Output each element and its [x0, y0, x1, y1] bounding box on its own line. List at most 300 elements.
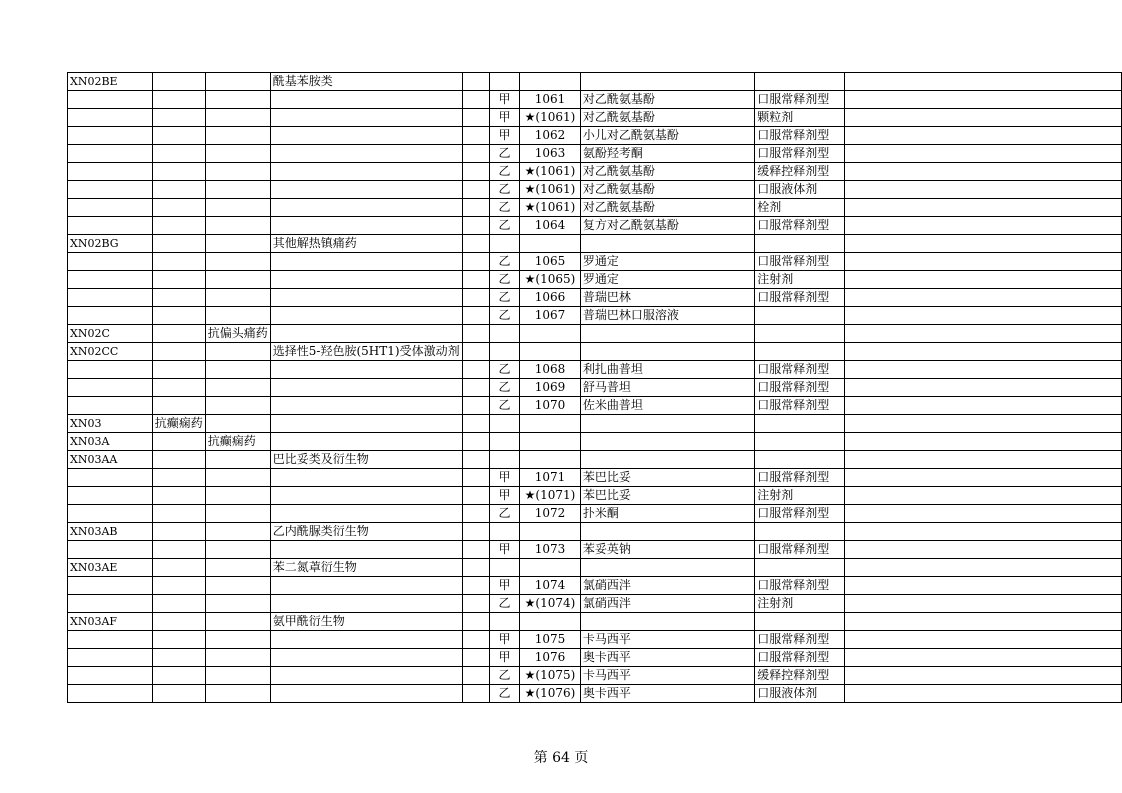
level3-cell: 苯二氮䓬衍生物 — [270, 559, 462, 577]
dosage-form-cell: 注射剂 — [755, 595, 844, 613]
level3-cell: 酰基苯胺类 — [270, 73, 462, 91]
blank-cell — [462, 613, 489, 631]
level2-cell — [205, 73, 270, 91]
level1-cell — [152, 541, 205, 559]
level3-cell — [270, 595, 462, 613]
drug-name-cell — [580, 451, 754, 469]
drug-name-cell: 苯巴比妥 — [580, 487, 754, 505]
level1-cell — [152, 613, 205, 631]
table-row — [68, 577, 1122, 595]
drug-name-cell — [580, 235, 754, 253]
level1-cell — [152, 559, 205, 577]
level3-cell — [270, 325, 462, 343]
dosage-form-cell: 缓释控释剂型 — [755, 163, 844, 181]
dosage-form-cell — [755, 325, 844, 343]
dosage-form-cell: 口服常释剂型 — [755, 631, 844, 649]
blank-cell — [462, 631, 489, 649]
level3-cell — [270, 487, 462, 505]
level2-cell — [205, 451, 270, 469]
level2-cell — [205, 271, 270, 289]
number-cell: ★(1075) — [520, 667, 581, 685]
grade-cell — [489, 73, 519, 91]
level3-cell — [270, 541, 462, 559]
grade-cell — [489, 613, 519, 631]
level3-cell — [270, 397, 462, 415]
remark-cell — [844, 235, 1121, 253]
grade-cell — [489, 415, 519, 433]
table-row — [68, 163, 1122, 181]
grade-cell — [489, 451, 519, 469]
level1-cell — [152, 577, 205, 595]
number-cell: 1073 — [520, 541, 581, 559]
table-row — [68, 649, 1122, 667]
blank-cell — [462, 91, 489, 109]
grade-cell: 乙 — [489, 199, 519, 217]
code-cell — [68, 397, 153, 415]
dosage-form-cell — [755, 433, 844, 451]
grade-cell: 乙 — [489, 361, 519, 379]
dosage-form-cell: 口服液体剂 — [755, 181, 844, 199]
level3-cell — [270, 361, 462, 379]
level2-cell — [205, 127, 270, 145]
drug-name-cell: 小儿对乙酰氨基酚 — [580, 127, 754, 145]
remark-cell — [844, 289, 1121, 307]
code-cell: XN02CC — [68, 343, 153, 361]
level2-cell — [205, 397, 270, 415]
grade-cell: 乙 — [489, 289, 519, 307]
grade-cell: 甲 — [489, 469, 519, 487]
level1-cell — [152, 433, 205, 451]
drug-name-cell — [580, 73, 754, 91]
remark-cell — [844, 199, 1121, 217]
code-cell: XN03 — [68, 415, 153, 433]
drug-name-cell: 复方对乙酰氨基酚 — [580, 217, 754, 235]
level2-cell — [205, 487, 270, 505]
blank-cell — [462, 289, 489, 307]
level3-cell: 乙内酰脲类衍生物 — [270, 523, 462, 541]
table-row — [68, 127, 1122, 145]
table-row — [68, 91, 1122, 109]
drug-name-cell: 舒马普坦 — [580, 379, 754, 397]
number-cell: 1071 — [520, 469, 581, 487]
table-row — [68, 253, 1122, 271]
number-cell: ★(1061) — [520, 109, 581, 127]
level1-cell — [152, 217, 205, 235]
code-cell — [68, 127, 153, 145]
blank-cell — [462, 145, 489, 163]
remark-cell — [844, 487, 1121, 505]
level3-cell — [270, 415, 462, 433]
blank-cell — [462, 595, 489, 613]
number-cell: ★(1076) — [520, 685, 581, 703]
level2-cell — [205, 595, 270, 613]
remark-cell — [844, 271, 1121, 289]
code-cell — [68, 217, 153, 235]
grade-cell — [489, 343, 519, 361]
grade-cell: 乙 — [489, 307, 519, 325]
number-cell: 1064 — [520, 217, 581, 235]
dosage-form-cell: 口服常释剂型 — [755, 541, 844, 559]
grade-cell: 乙 — [489, 685, 519, 703]
grade-cell — [489, 235, 519, 253]
remark-cell — [844, 91, 1121, 109]
remark-cell — [844, 343, 1121, 361]
level1-cell — [152, 631, 205, 649]
level1-cell — [152, 145, 205, 163]
level1-cell — [152, 109, 205, 127]
table-row — [68, 181, 1122, 199]
table-row — [68, 325, 1122, 343]
blank-cell — [462, 559, 489, 577]
level1-cell: 抗癫痫药 — [152, 415, 205, 433]
level1-cell — [152, 73, 205, 91]
level3-cell — [270, 199, 462, 217]
number-cell: ★(1074) — [520, 595, 581, 613]
table-row — [68, 559, 1122, 577]
level2-cell — [205, 361, 270, 379]
number-cell — [520, 73, 581, 91]
dosage-form-cell: 口服常释剂型 — [755, 127, 844, 145]
blank-cell — [462, 271, 489, 289]
dosage-form-cell: 缓释控释剂型 — [755, 667, 844, 685]
level3-cell: 氨甲酰衍生物 — [270, 613, 462, 631]
dosage-form-cell: 口服常释剂型 — [755, 289, 844, 307]
table-row — [68, 289, 1122, 307]
drug-catalog-table — [67, 72, 1122, 703]
code-cell — [68, 685, 153, 703]
code-cell — [68, 307, 153, 325]
number-cell — [520, 433, 581, 451]
grade-cell: 甲 — [489, 631, 519, 649]
level1-cell — [152, 271, 205, 289]
code-cell — [68, 289, 153, 307]
drug-name-cell — [580, 433, 754, 451]
code-cell — [68, 109, 153, 127]
grade-cell: 乙 — [489, 271, 519, 289]
blank-cell — [462, 685, 489, 703]
blank-cell — [462, 163, 489, 181]
code-cell: XN02BE — [68, 73, 153, 91]
number-cell — [520, 415, 581, 433]
code-cell: XN03AB — [68, 523, 153, 541]
remark-cell — [844, 325, 1121, 343]
dosage-form-cell: 栓剂 — [755, 199, 844, 217]
table-row — [68, 505, 1122, 523]
number-cell: 1068 — [520, 361, 581, 379]
dosage-form-cell: 口服常释剂型 — [755, 397, 844, 415]
dosage-form-cell: 口服常释剂型 — [755, 145, 844, 163]
blank-cell — [462, 127, 489, 145]
level1-cell — [152, 685, 205, 703]
code-cell — [68, 379, 153, 397]
code-cell — [68, 253, 153, 271]
number-cell — [520, 235, 581, 253]
table-row — [68, 469, 1122, 487]
level3-cell — [270, 109, 462, 127]
table-row — [68, 361, 1122, 379]
remark-cell — [844, 541, 1121, 559]
level2-cell — [205, 253, 270, 271]
code-cell — [68, 469, 153, 487]
blank-cell — [462, 361, 489, 379]
level1-cell — [152, 451, 205, 469]
level3-cell — [270, 667, 462, 685]
blank-cell — [462, 181, 489, 199]
table-row — [68, 541, 1122, 559]
dosage-form-cell: 口服常释剂型 — [755, 253, 844, 271]
drug-name-cell: 氯硝西泮 — [580, 595, 754, 613]
number-cell: 1076 — [520, 649, 581, 667]
level2-cell — [205, 415, 270, 433]
code-cell — [68, 649, 153, 667]
dosage-form-cell — [755, 523, 844, 541]
grade-cell: 甲 — [489, 577, 519, 595]
blank-cell — [462, 433, 489, 451]
code-cell — [68, 487, 153, 505]
table-row — [68, 433, 1122, 451]
blank-cell — [462, 325, 489, 343]
table-row — [68, 631, 1122, 649]
drug-name-cell — [580, 415, 754, 433]
drug-name-cell: 罗通定 — [580, 253, 754, 271]
blank-cell — [462, 577, 489, 595]
table-row — [68, 613, 1122, 631]
blank-cell — [462, 667, 489, 685]
code-cell — [68, 595, 153, 613]
remark-cell — [844, 451, 1121, 469]
level1-cell — [152, 289, 205, 307]
table-row — [68, 685, 1122, 703]
number-cell: 1063 — [520, 145, 581, 163]
level2-cell — [205, 307, 270, 325]
drug-name-cell: 扑米酮 — [580, 505, 754, 523]
drug-name-cell: 氯硝西泮 — [580, 577, 754, 595]
dosage-form-cell: 颗粒剂 — [755, 109, 844, 127]
remark-cell — [844, 469, 1121, 487]
table-row — [68, 109, 1122, 127]
drug-name-cell: 对乙酰氨基酚 — [580, 199, 754, 217]
level3-cell — [270, 469, 462, 487]
level2-cell — [205, 109, 270, 127]
table-row — [68, 271, 1122, 289]
table-row — [68, 199, 1122, 217]
code-cell — [68, 361, 153, 379]
remark-cell — [844, 523, 1121, 541]
dosage-form-cell — [755, 415, 844, 433]
level3-cell — [270, 271, 462, 289]
drug-name-cell: 利扎曲普坦 — [580, 361, 754, 379]
level3-cell — [270, 433, 462, 451]
code-cell — [68, 577, 153, 595]
grade-cell: 乙 — [489, 505, 519, 523]
number-cell: 1074 — [520, 577, 581, 595]
grade-cell: 甲 — [489, 541, 519, 559]
code-cell: XN03AE — [68, 559, 153, 577]
code-cell — [68, 271, 153, 289]
drug-name-cell — [580, 343, 754, 361]
table-row — [68, 667, 1122, 685]
level3-cell — [270, 253, 462, 271]
level1-cell — [152, 379, 205, 397]
code-cell: XN03AA — [68, 451, 153, 469]
level2-cell — [205, 469, 270, 487]
level2-cell — [205, 145, 270, 163]
grade-cell: 乙 — [489, 595, 519, 613]
drug-name-cell: 普瑞巴林 — [580, 289, 754, 307]
drug-name-cell — [580, 613, 754, 631]
level3-cell: 选择性5-羟色胺(5HT1)受体激动剂 — [270, 343, 462, 361]
level3-cell — [270, 379, 462, 397]
code-cell — [68, 505, 153, 523]
number-cell: ★(1065) — [520, 271, 581, 289]
level3-cell — [270, 217, 462, 235]
dosage-form-cell: 口服常释剂型 — [755, 361, 844, 379]
level1-cell — [152, 595, 205, 613]
remark-cell — [844, 397, 1121, 415]
grade-cell: 乙 — [489, 253, 519, 271]
dosage-form-cell — [755, 451, 844, 469]
grade-cell: 乙 — [489, 667, 519, 685]
number-cell: 1072 — [520, 505, 581, 523]
grade-cell: 乙 — [489, 217, 519, 235]
number-cell: ★(1061) — [520, 181, 581, 199]
blank-cell — [462, 451, 489, 469]
level2-cell — [205, 235, 270, 253]
grade-cell: 甲 — [489, 127, 519, 145]
blank-cell — [462, 541, 489, 559]
level1-cell — [152, 163, 205, 181]
level2-cell — [205, 523, 270, 541]
drug-name-cell — [580, 325, 754, 343]
blank-cell — [462, 253, 489, 271]
code-cell — [68, 541, 153, 559]
level2-cell — [205, 505, 270, 523]
drug-name-cell: 奥卡西平 — [580, 649, 754, 667]
number-cell: ★(1061) — [520, 163, 581, 181]
drug-name-cell: 苯巴比妥 — [580, 469, 754, 487]
remark-cell — [844, 109, 1121, 127]
level3-cell — [270, 631, 462, 649]
level1-cell — [152, 361, 205, 379]
dosage-form-cell: 口服常释剂型 — [755, 649, 844, 667]
level2-cell — [205, 181, 270, 199]
drug-name-cell: 对乙酰氨基酚 — [580, 181, 754, 199]
remark-cell — [844, 163, 1121, 181]
table-row — [68, 217, 1122, 235]
drug-name-cell: 奥卡西平 — [580, 685, 754, 703]
drug-name-cell: 对乙酰氨基酚 — [580, 91, 754, 109]
table-row — [68, 415, 1122, 433]
level1-cell — [152, 487, 205, 505]
remark-cell — [844, 361, 1121, 379]
number-cell — [520, 559, 581, 577]
blank-cell — [462, 379, 489, 397]
level2-cell — [205, 289, 270, 307]
blank-cell — [462, 487, 489, 505]
dosage-form-cell — [755, 613, 844, 631]
level3-cell — [270, 127, 462, 145]
grade-cell: 乙 — [489, 397, 519, 415]
code-cell — [68, 181, 153, 199]
level3-cell — [270, 163, 462, 181]
remark-cell — [844, 613, 1121, 631]
number-cell — [520, 613, 581, 631]
level1-cell — [152, 325, 205, 343]
level1-cell — [152, 253, 205, 271]
level3-cell — [270, 181, 462, 199]
table-body — [68, 73, 1122, 703]
blank-cell — [462, 307, 489, 325]
number-cell: 1065 — [520, 253, 581, 271]
drug-name-cell: 氨酚羟考酮 — [580, 145, 754, 163]
table-row — [68, 523, 1122, 541]
number-cell — [520, 523, 581, 541]
grade-cell: 乙 — [489, 163, 519, 181]
level2-cell — [205, 541, 270, 559]
blank-cell — [462, 199, 489, 217]
level2-cell: 抗癫痫药 — [205, 433, 270, 451]
code-cell: XN03AF — [68, 613, 153, 631]
level3-cell — [270, 649, 462, 667]
drug-name-cell: 普瑞巴林口服溶液 — [580, 307, 754, 325]
number-cell: ★(1071) — [520, 487, 581, 505]
remark-cell — [844, 307, 1121, 325]
level2-cell: 抗偏头痛药 — [205, 325, 270, 343]
code-cell: XN03A — [68, 433, 153, 451]
number-cell: 1066 — [520, 289, 581, 307]
level2-cell — [205, 577, 270, 595]
remark-cell — [844, 631, 1121, 649]
number-cell — [520, 325, 581, 343]
remark-cell — [844, 73, 1121, 91]
level3-cell — [270, 577, 462, 595]
blank-cell — [462, 235, 489, 253]
table-row — [68, 307, 1122, 325]
drug-name-cell: 佐米曲普坦 — [580, 397, 754, 415]
code-cell — [68, 199, 153, 217]
blank-cell — [462, 649, 489, 667]
table-row — [68, 379, 1122, 397]
grade-cell — [489, 433, 519, 451]
level3-cell — [270, 685, 462, 703]
code-cell — [68, 631, 153, 649]
level1-cell — [152, 199, 205, 217]
table-row — [68, 595, 1122, 613]
remark-cell — [844, 433, 1121, 451]
dosage-form-cell — [755, 235, 844, 253]
remark-cell — [844, 217, 1121, 235]
remark-cell — [844, 685, 1121, 703]
level1-cell — [152, 181, 205, 199]
blank-cell — [462, 397, 489, 415]
grade-cell: 乙 — [489, 145, 519, 163]
level1-cell — [152, 505, 205, 523]
dosage-form-cell — [755, 559, 844, 577]
dosage-form-cell: 口服常释剂型 — [755, 91, 844, 109]
table-row — [68, 397, 1122, 415]
level3-cell — [270, 289, 462, 307]
number-cell — [520, 343, 581, 361]
number-cell: 1069 — [520, 379, 581, 397]
number-cell — [520, 451, 581, 469]
dosage-form-cell: 口服液体剂 — [755, 685, 844, 703]
table-row — [68, 451, 1122, 469]
number-cell: 1067 — [520, 307, 581, 325]
code-cell: XN02C — [68, 325, 153, 343]
remark-cell — [844, 595, 1121, 613]
code-cell — [68, 667, 153, 685]
remark-cell — [844, 649, 1121, 667]
